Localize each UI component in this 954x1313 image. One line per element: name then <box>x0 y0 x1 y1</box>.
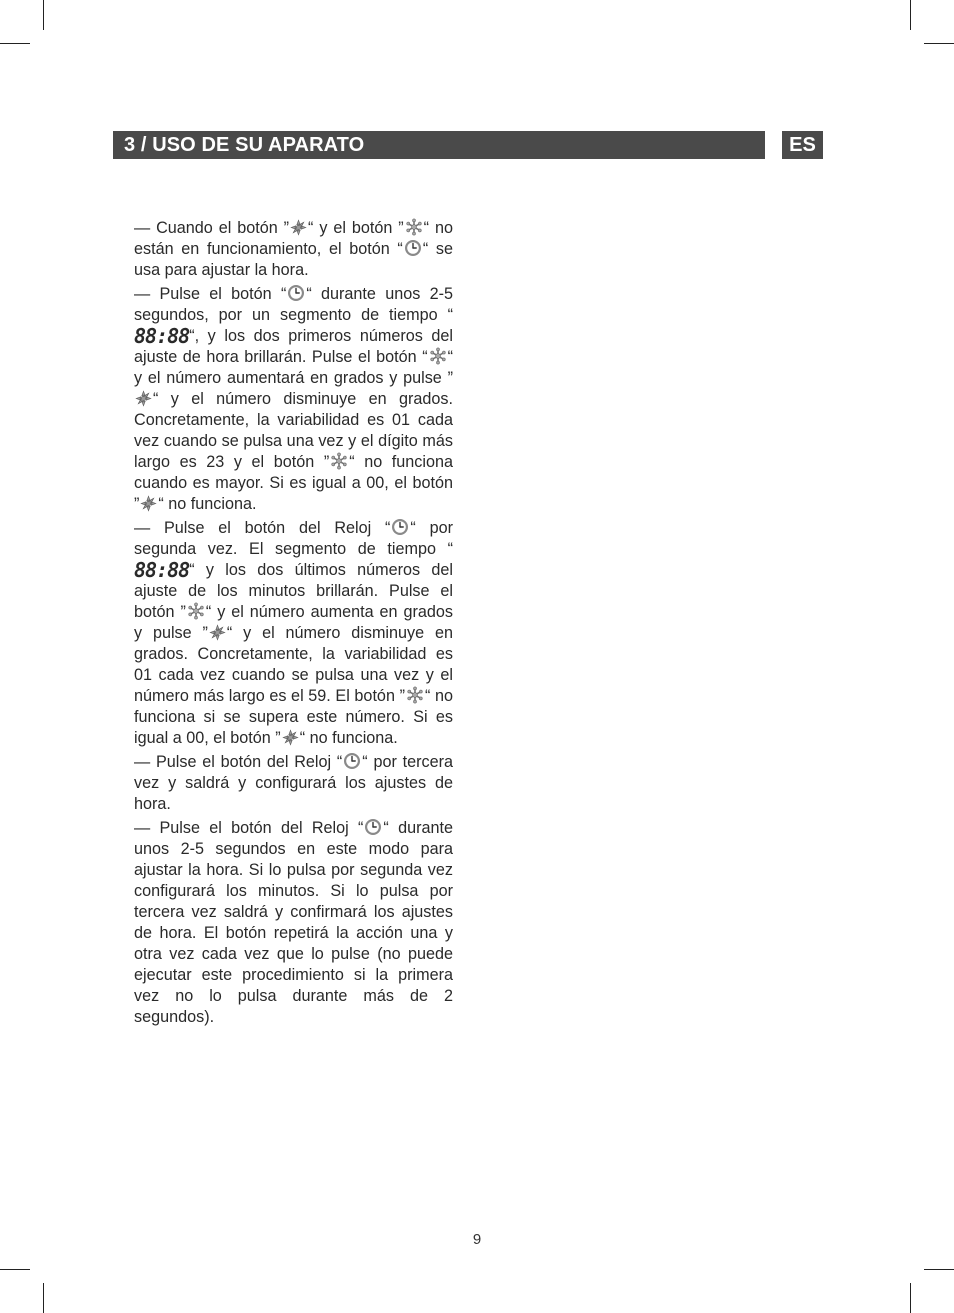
snowflake-icon <box>406 686 424 704</box>
text-run: “ por segunda vez. El segmento de tiempo “ <box>134 519 453 558</box>
crop-mark <box>910 0 911 30</box>
text-run: “ durante unos 2-5 segundos, por un segmento de tiempo “ <box>134 285 453 324</box>
fan-icon <box>282 729 299 746</box>
snowflake-icon <box>330 452 348 470</box>
crop-mark <box>0 1269 30 1270</box>
text-run: “ no funciona si se supera este número. Si es igual a 00, el botón ” <box>134 687 453 747</box>
fan-icon <box>209 624 226 641</box>
segment-display: 88:88 <box>134 558 190 582</box>
text-run: “ no están en funcionamiento, el botón “ <box>134 219 453 258</box>
clock-icon <box>391 518 409 536</box>
crop-mark <box>924 43 954 44</box>
fan-icon <box>290 219 307 236</box>
section-title: 3 / USO DE SU APARATO <box>113 131 765 159</box>
text-run: “ no funciona. <box>158 495 257 513</box>
segment-display: 88:88 <box>134 324 190 348</box>
crop-mark <box>43 0 44 30</box>
crop-mark <box>924 1269 954 1270</box>
text-run: “ se usa para ajustar la hora. <box>134 240 453 279</box>
language-badge: ES <box>782 131 823 159</box>
text-run: “ y el número disminuye en grados. Concretamente, la variabilidad es 01 cada vez cuando se pulsa una vez y el dígito más largo es 23 y el botón ” <box>134 390 453 471</box>
text-run: “ no funciona cuando es mayor. Si es igual a 00, el botón ” <box>134 453 453 513</box>
clock-icon <box>343 752 361 770</box>
snowflake-icon <box>429 347 447 365</box>
body-text <box>134 218 453 1031</box>
text-run: “ y el número disminuye en grados. Concretamente, la variabilidad es 01 cada vez cuando se pulsa una vez y el número más largo es el 59. El botón ” <box>134 624 453 705</box>
clock-icon <box>404 239 422 257</box>
clock-icon <box>364 818 382 836</box>
text-run: — Pulse el botón “ <box>134 285 287 303</box>
snowflake-icon <box>187 602 205 620</box>
page-number: 9 <box>472 1231 482 1248</box>
snowflake-icon <box>405 218 423 236</box>
paragraph-5 <box>134 818 453 1028</box>
text-run: — Pulse el botón del Reloj “ <box>134 519 391 537</box>
text-run: “, y los dos primeros números del ajuste de hora brillarán. Pulse el botón “ <box>134 327 453 366</box>
text-run: “ por tercera vez y saldrá y configurará los ajustes de hora. <box>134 753 453 813</box>
crop-mark <box>0 43 30 44</box>
text-run: “ y el botón ” <box>308 219 404 237</box>
paragraph-4 <box>134 752 453 815</box>
text-run: “ y el número aumentará en grados y pulse ” <box>134 348 453 387</box>
fan-icon <box>140 495 157 512</box>
crop-mark <box>910 1283 911 1313</box>
fan-icon <box>135 390 152 407</box>
text-run: — Cuando el botón ” <box>134 219 290 237</box>
paragraph-2 <box>134 284 453 515</box>
text-run: — Pulse el botón del Reloj “ <box>134 819 364 837</box>
paragraph-1 <box>134 218 453 281</box>
crop-mark <box>43 1283 44 1313</box>
paragraph-3 <box>134 518 453 749</box>
text-run: “ y el número aumenta en grados y pulse ” <box>134 603 454 642</box>
clock-icon <box>287 284 305 302</box>
text-run: “ no funciona. <box>299 729 398 747</box>
text-run: “ durante unos 2-5 segundos en este modo para ajustar la hora. Si lo pulsa por segunda vez configurará los minutos. Si lo pulsa por tercera vez saldrá y confirmará los ajustes de hora. El botón repetirá la acción una y otra vez cada vez que lo pulse (no puede ejecutar este procedimiento si la primera vez no lo pulsa durante más de 2 segundos). <box>134 819 454 1026</box>
text-run: — Pulse el botón del Reloj “ <box>134 753 343 771</box>
text-run: “ y los dos últimos números del ajuste de los minutos brillarán. Pulse el botón ” <box>134 561 453 621</box>
